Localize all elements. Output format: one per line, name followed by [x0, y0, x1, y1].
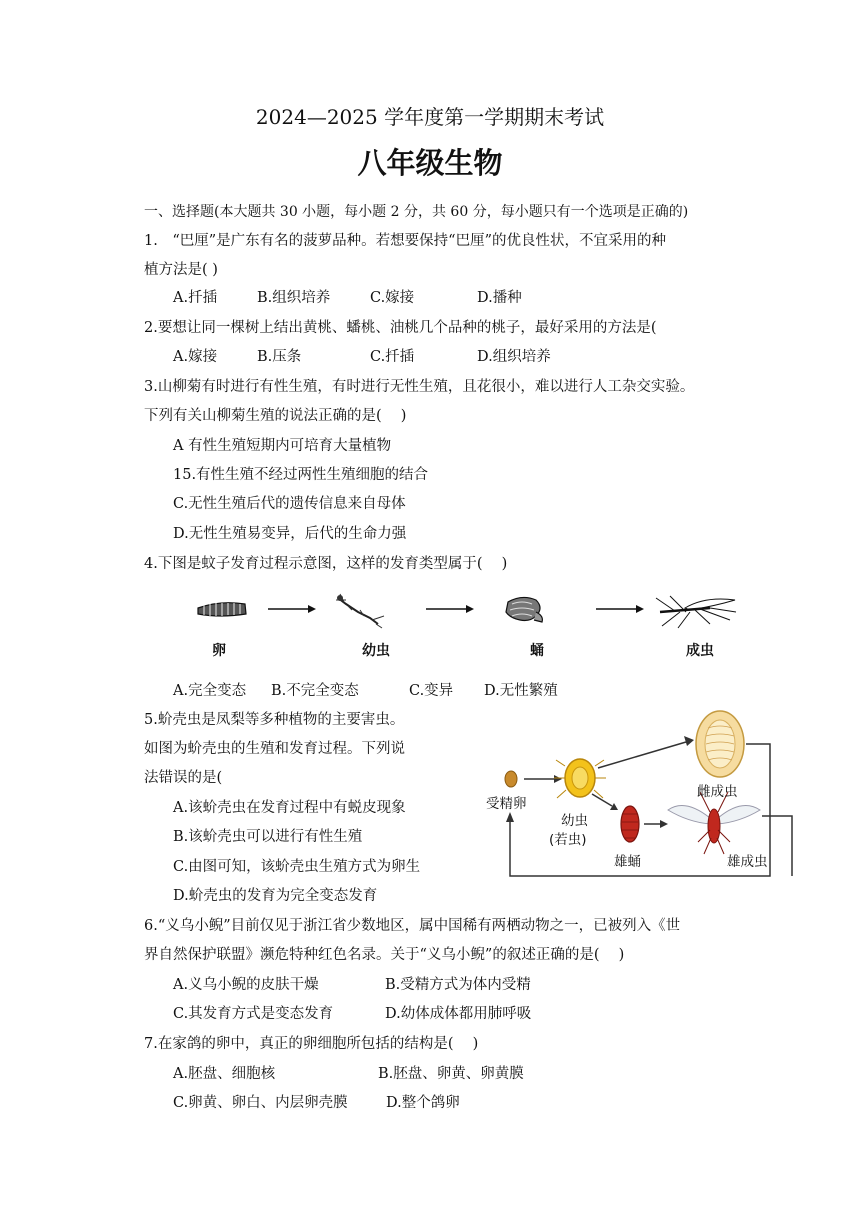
- q6-option-a: A.义乌小鲵的皮肤干燥: [173, 977, 319, 993]
- question-6-stem-line2: 界自然保护联盟》濒危特种红色名录。关于“义乌小鲵”的叙述正确的是( ): [144, 947, 625, 963]
- q1-option-a: A.扦插: [173, 290, 218, 306]
- male-adult-illustration: [668, 792, 760, 854]
- stage-label-larva: 幼虫: [362, 643, 390, 659]
- question-5-stem-line1: 5.蚧壳虫是凤梨等多种植物的主要害虫。: [144, 712, 405, 728]
- question-5-stem-line2: 如图为蚧壳虫的生殖和发育过程。下列说: [144, 741, 405, 757]
- egg-raft-illustration: [198, 603, 246, 616]
- q7-option-d: D.整个鸽卵: [386, 1095, 460, 1111]
- nymph-illustration: [554, 759, 606, 798]
- question-5-stem-line3: 法错误的是(: [144, 770, 223, 786]
- section-heading: 一、选择题(本大题共 30 小题，每小题 2 分，共 60 分，每小题只有一个选项是正确的): [144, 204, 689, 220]
- pupa-illustration: [506, 597, 542, 622]
- q3-option-b: 15.有性生殖不经过两性生殖细胞的结合: [173, 467, 429, 483]
- stage-label-pupa: 蛹: [530, 643, 544, 659]
- q2-option-a: A.嫁接: [173, 349, 218, 365]
- fertilized-egg-illustration: [505, 771, 517, 787]
- question-3-stem-line1: 3.山柳菊有时进行有性生殖，有时进行无性生殖，且花很小，难以进行人工杂交实验。: [144, 379, 695, 395]
- q4-option-d: D.无性繁殖: [484, 683, 558, 699]
- q6-option-b: B.受精方式为体内受精: [385, 977, 531, 993]
- q5-option-d: D.蚧壳虫的发育为完全变态发育: [173, 888, 378, 904]
- figure-label-fertilized-egg: 受精卵: [486, 796, 527, 812]
- figure-label-male-adult: 雄成虫: [727, 854, 768, 870]
- question-7-stem: 7.在家鸽的卵中，真正的卵细胞所包括的结构是( ): [144, 1036, 479, 1052]
- q2-option-b: B.压条: [257, 349, 302, 365]
- question-1-stem-line1: 1. “巴厘”是广东有名的菠萝品种。若想要保持“巴厘”的优良性状，不宜采用的种: [144, 233, 666, 249]
- arrow-icon: [596, 605, 644, 613]
- figure-label-nymph-alt: (若虫): [549, 832, 587, 848]
- stage-label-egg: 卵: [212, 643, 226, 659]
- male-pupa-illustration: [621, 806, 639, 842]
- q5-option-a: A.该蚧壳虫在发育过程中有蜕皮现象: [173, 800, 406, 816]
- q3-option-d: D.无性生殖易变异，后代的生命力强: [173, 526, 407, 542]
- q1-option-b: B.组织培养: [257, 290, 331, 306]
- q6-option-c: C.其发育方式是变态发育: [173, 1006, 334, 1022]
- question-6-stem-line1: 6.“义乌小鲵”目前仅见于浙江省少数地区，属中国稀有两栖动物之一，已被列入《世: [144, 918, 681, 934]
- q6-option-d: D.幼体成体都用肺呼吸: [385, 1006, 532, 1022]
- q3-option-c: C.无性生殖后代的遗传信息来自母体: [173, 496, 406, 512]
- question-1-stem-line2: 植方法是( ): [144, 262, 218, 278]
- figure-label-male-pupa: 雄蛹: [614, 854, 641, 870]
- q5-option-c: C.由图可知，该蚧壳虫生殖方式为卵生: [173, 859, 421, 875]
- q4-option-a: A.完全变态: [173, 683, 247, 699]
- q5-option-b: B.该蚧壳虫可以进行有性生殖: [173, 829, 363, 845]
- exam-subtitle: 八年级生物: [357, 146, 503, 180]
- question-3-stem-line2: 下列有关山柳菊生殖的说法正确的是( ): [144, 408, 407, 424]
- q1-option-d: D.播种: [477, 290, 522, 306]
- mosquito-life-cycle-figure: [190, 590, 750, 630]
- female-adult-illustration: [696, 711, 744, 777]
- q7-option-c: C.卵黄、卵白、内层卵壳膜: [173, 1095, 348, 1111]
- figure-label-female-adult: 雌成虫: [697, 784, 738, 800]
- exam-title: 2024—2025 学年度第一学期期末考试: [255, 105, 605, 129]
- q7-option-a: A.胚盘、细胞核: [173, 1066, 276, 1082]
- q3-option-a: A 有性生殖短期内可培育大量植物: [173, 438, 392, 454]
- q2-option-c: C.扦插: [370, 349, 415, 365]
- larva-illustration: [336, 594, 384, 628]
- q4-option-c: C.变异: [409, 683, 454, 699]
- arrow-icon: [426, 605, 474, 613]
- q1-option-c: C.嫁接: [370, 290, 415, 306]
- q4-option-b: B.不完全变态: [271, 683, 359, 699]
- arrow-icon: [268, 605, 316, 613]
- stage-label-adult: 成虫: [686, 643, 714, 659]
- figure-label-nymph: 幼虫: [561, 813, 588, 829]
- adult-mosquito-illustration: [656, 596, 736, 628]
- question-2-stem: 2.要想让同一棵树上结出黄桃、蟠桃、油桃几个品种的桃子，最好采用的方法是(: [144, 320, 657, 336]
- question-4-stem: 4.下图是蚊子发育过程示意图，这样的发育类型属于( ): [144, 556, 508, 572]
- q7-option-b: B.胚盘、卵黄、卵黄膜: [378, 1066, 524, 1082]
- q2-option-d: D.组织培养: [477, 349, 551, 365]
